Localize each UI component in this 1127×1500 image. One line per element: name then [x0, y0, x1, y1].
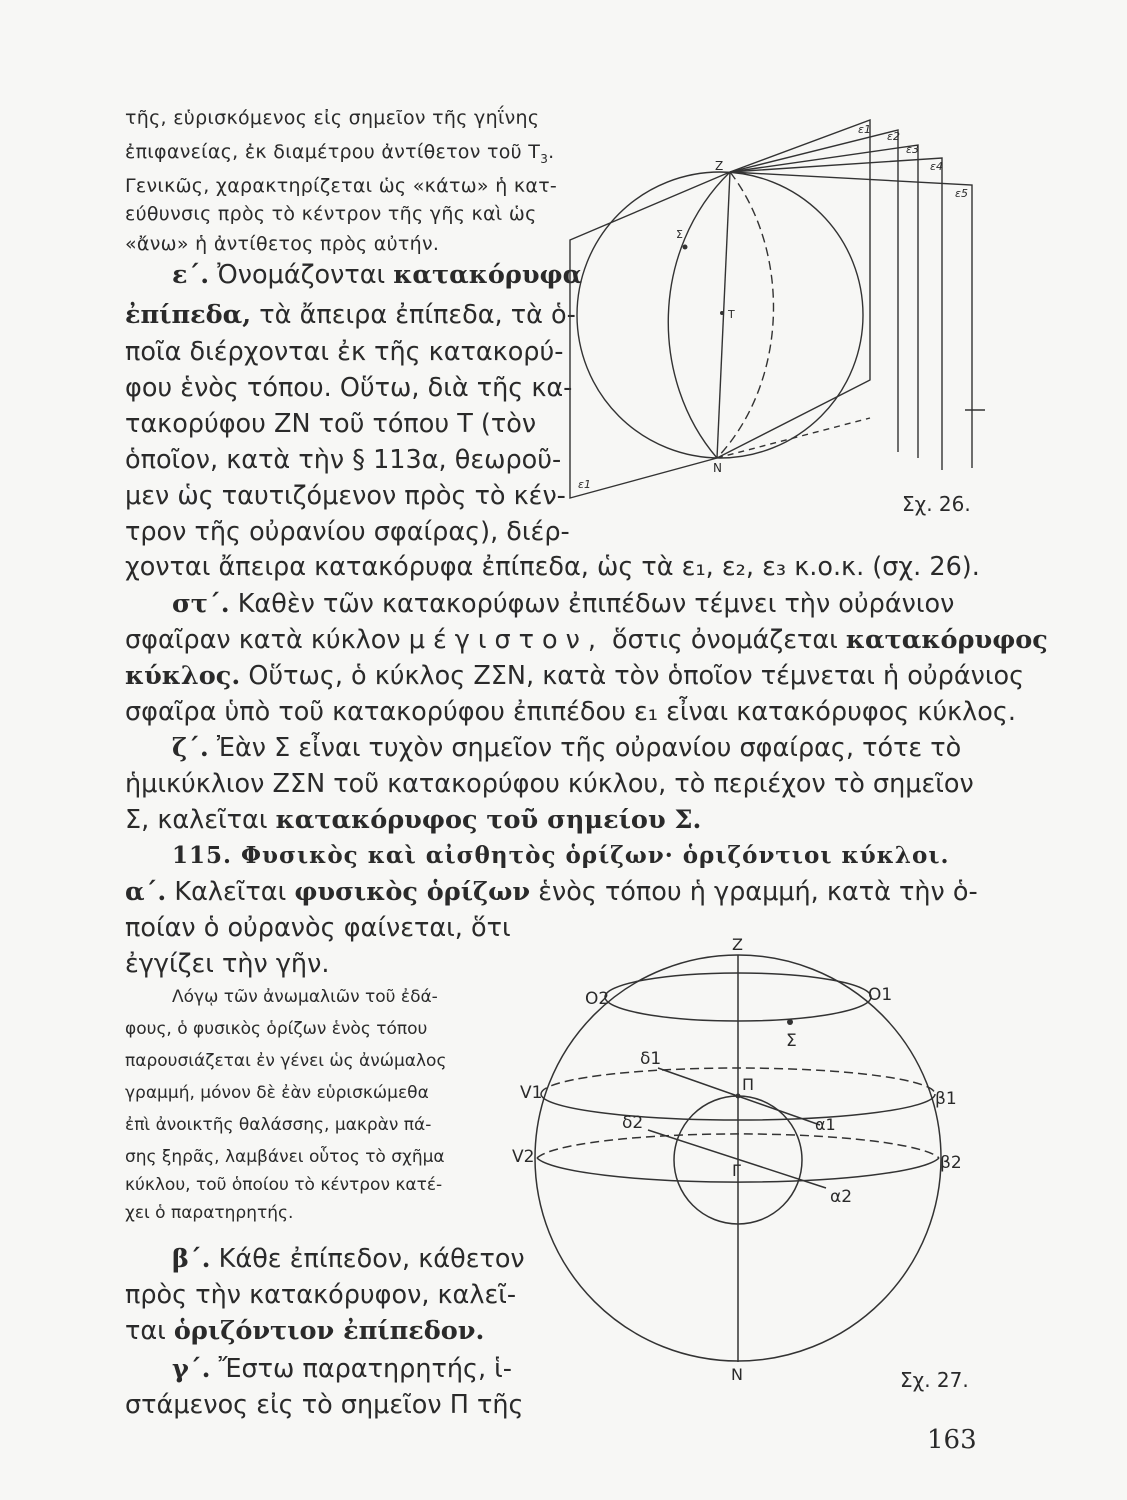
label-p: Π	[742, 1075, 755, 1094]
text-line: εύθυνσις πρὸς τὸ κέντρον τῆς γῆς καὶ ὡς	[125, 203, 537, 225]
point-p	[736, 1094, 741, 1099]
text-line: μεν ὡς ταυτιζόμενον πρὸς τὸ κέν-	[125, 481, 566, 511]
label-e5: ε5	[955, 187, 968, 200]
label-b1: β1	[935, 1089, 957, 1109]
text-line: ὁποῖον, κατὰ τὴν § 113α, θεωροῦ-	[125, 445, 562, 475]
text-line: ται ὁριζόντιον ἐπίπεδον.	[125, 1316, 485, 1346]
label-sigma: Σ	[676, 228, 683, 241]
note-line: κύκλου, τοῦ ὁποίου τὸ κέντρον κατέ-	[125, 1175, 443, 1195]
text-line: ἐγγίζει τὴν γῆν.	[125, 949, 330, 979]
text-line: χονται ἄπειρα κατακόρυφα ἐπίπεδα, ὡς τὰ ε₁, ε₂, ε₃ κ.ο.κ. (σχ. 26).	[125, 552, 980, 582]
paragraph-g-line: γ΄. Ἔστω παρατηρητής, ἱ-	[172, 1354, 513, 1384]
item-label: ε΄.	[172, 260, 210, 290]
point-t	[720, 311, 724, 315]
text-line: πρὸς τὴν κατακόρυφον, καλεῖ-	[125, 1280, 517, 1310]
label-n: N	[731, 1365, 743, 1380]
label-v1: V1	[520, 1083, 543, 1103]
note-line: Λόγῳ τῶν ἀνωμαλιῶν τοῦ ἐδά-	[172, 987, 438, 1007]
item-label: α΄.	[125, 877, 167, 907]
label-g: Γ	[732, 1161, 741, 1180]
text-line: Γενικῶς, χαρακτηρίζεται ὡς «κάτω» ἡ κατ-	[125, 175, 558, 197]
plane-e2	[730, 130, 898, 452]
text-line: ἐπιφανείας, ἐκ διαμέτρου ἀντίθετον τοῦ $T_3$.	[125, 141, 555, 166]
label-a2: α2	[830, 1187, 853, 1207]
text-line: στάμενος εἰς τὸ σημεῖον Π τῆς	[125, 1390, 524, 1420]
paragraph-e-line: ε΄. Ὀνομάζονται κατακόρυφα	[172, 260, 583, 290]
text-line: σφαῖραν κατὰ κύκλον μέγιστον, ὅστις ὀνομάζεται κατακόρυφος	[125, 625, 1048, 655]
plane-e4	[730, 158, 942, 470]
point-sigma	[787, 1019, 793, 1025]
page-number: 163	[927, 1425, 977, 1455]
plane-e1-hidden	[717, 418, 870, 458]
section-heading: 115. Φυσικὸς καὶ αἰσθητὸς ὁρίζων· ὁριζόντιοι κύκλοι.	[172, 842, 950, 869]
note-line: ἐπὶ ἀνοικτῆς θαλάσσης, μακρὰν πά-	[125, 1115, 432, 1135]
paragraph-a-line: α΄. Καλεῖται φυσικὸς ὁρίζων ἑνὸς τόπου ἡ γραμμή, κατὰ τὴν ὁ-	[125, 877, 978, 907]
text-line: Σ, καλεῖται κατακόρυφος τοῦ σημείου Σ.	[125, 805, 702, 835]
figure-27-caption: Σχ. 27.	[900, 1368, 969, 1392]
text-line: ποῖα διέρχονται ἐκ τῆς κατακορύ-	[125, 337, 564, 367]
label-d1: δ1	[640, 1049, 662, 1069]
figure-26	[560, 105, 990, 515]
note-line: φους, ὁ φυσικὸς ὁρίζων ἑνὸς τόπου	[125, 1019, 428, 1039]
note-line: παρουσιάζεται ἐν γένει ὡς ἀνώμαλος	[125, 1051, 447, 1071]
plane-e3	[730, 145, 918, 458]
vertical-circle-dashed	[717, 172, 773, 458]
figure-27	[500, 930, 990, 1380]
label-e2: ε2	[887, 130, 900, 143]
label-e1-top: ε1	[858, 123, 871, 136]
paragraph-z-line: ζ΄. Ἐὰν Σ εἶναι τυχὸν σημεῖον τῆς οὐρανίου σφαίρας, τότε τὸ	[172, 733, 962, 763]
text-line: σφαῖρα ὑπὸ τοῦ κατακορύφου ἐπιπέδου ε₁ εἶναι κατακόρυφος κύκλος.	[125, 697, 1016, 727]
paragraph-st-line: στ΄. Καθὲν τῶν κατακορύφων ἐπιπέδων τέμνει τὴν οὐράνιον	[172, 589, 955, 619]
text-line: φου ἑνὸς τόπου. Οὕτω, διὰ τῆς κα-	[125, 373, 573, 403]
label-e1-bottom: ε1	[578, 478, 591, 491]
label-o1: O1	[868, 985, 893, 1005]
item-label: στ΄.	[172, 589, 230, 619]
note-line: σης ξηρᾶς, λαμβάνει οὗτος τὸ σχῆμα	[125, 1147, 445, 1167]
text-line: ἡμικύκλιον ΖΣΝ τοῦ κατακορύφου κύκλου, τὸ περιέχον τὸ σημεῖον	[125, 769, 974, 799]
text-line: κύκλος. Οὕτως, ὁ κύκλος ΖΣΝ, κατὰ τὸν ὁποῖον τέμνεται ἡ οὐράνιος	[125, 661, 1025, 691]
item-label: β΄.	[172, 1244, 211, 1274]
label-a1: α1	[815, 1115, 836, 1134]
item-label: ζ΄.	[172, 733, 209, 763]
text-line: «ἄνω» ἡ ἀντίθετος πρὸς αὐτήν.	[125, 233, 440, 255]
vertical-circle	[668, 172, 730, 458]
note-line: χει ὁ παρατηρητής.	[125, 1203, 294, 1223]
note-line: γραμμή, μόνον δὲ ἐὰν εὑρισκώμεθα	[125, 1083, 429, 1103]
label-v2: V2	[512, 1147, 535, 1167]
label-b2: β2	[940, 1153, 962, 1173]
text-line: τῆς, εὑρισκόμενος εἰς σημεῖον τῆς γηΐνης	[125, 107, 540, 129]
paragraph-b-line: β΄. Κάθε ἐπίπεδον, κάθετον	[172, 1244, 525, 1274]
label-t: T	[728, 308, 735, 321]
point-sigma	[683, 245, 688, 250]
text-line: τρον τῆς οὐρανίου σφαίρας), διέρ-	[125, 517, 570, 547]
item-label: γ΄.	[172, 1354, 211, 1384]
label-sigma: Σ	[786, 1031, 797, 1051]
text-line: τακορύφου ΖΝ τοῦ τόπου Τ (τὸν	[125, 409, 537, 439]
label-z: Z	[732, 935, 743, 954]
label-e4: ε4	[930, 160, 943, 173]
label-z: Z	[715, 159, 724, 173]
figure-26-caption: Σχ. 26.	[902, 492, 971, 516]
plane-e5	[730, 172, 972, 468]
text-line: ποίαν ὁ οὐρανὸς φαίνεται, ὅτι	[125, 913, 511, 943]
label-o2: O2	[585, 989, 610, 1009]
celestial-sphere-circle	[577, 172, 863, 458]
label-e3: ε3	[906, 143, 919, 156]
label-n: N	[713, 461, 722, 475]
paragraph-e-line: ἐπίπεδα, τὰ ἄπειρα ἐπίπεδα, τὰ ὁ-	[125, 300, 576, 330]
label-d2: δ2	[622, 1113, 644, 1133]
